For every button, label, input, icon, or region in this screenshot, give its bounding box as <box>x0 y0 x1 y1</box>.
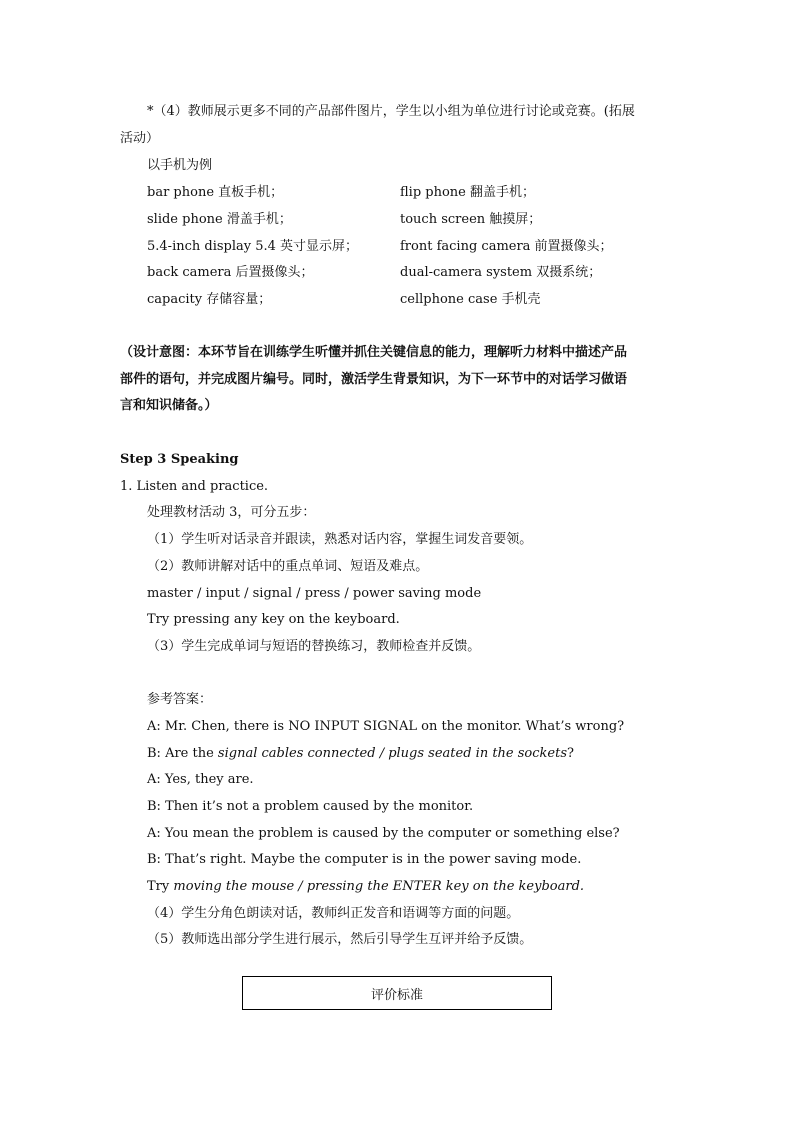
dialog-line: A: Mr. Chen, there is NO INPUT SIGNAL on the monitor. What’s wrong? <box>147 719 625 734</box>
step-5: （5）教师选出部分学生进行展示，然后引导学生互评并给予反馈。 <box>147 932 533 947</box>
dialog-line: A: Yes, they are. <box>147 772 254 787</box>
dialog-text: ? <box>567 746 574 761</box>
key-words: master / input / signal / press / power saving mode <box>147 586 482 601</box>
vocab-item: front facing camera 前置摄像头； <box>400 239 613 254</box>
list-item: 1. Listen and practice. <box>120 479 269 494</box>
dialog-line <box>147 745 574 763</box>
vocab-item: flip phone 翻盖手机； <box>400 185 536 200</box>
step-3: （3）学生完成单词与短语的替换练习，教师检查并反馈。 <box>147 639 481 654</box>
design-intent-line1: （设计意图：本环节旨在训练学生听懂并抓住关键信息的能力，理解听力材料中描述产品 <box>120 345 628 360</box>
step-intro: 处理教材活动 3，可分五步： <box>147 505 316 520</box>
vocab-item: slide phone 滑盖手机； <box>147 212 292 227</box>
activity4-line1: *（4）教师展示更多不同的产品部件图片，学生以小组为单位进行讨论或竞赛。(拓展 <box>147 104 635 119</box>
section-heading: Step 3 Speaking <box>120 452 239 467</box>
dialog-italic-text: moving the mouse / pressing the ENTER key on the keyboard. <box>173 879 585 894</box>
dialog-text: Try <box>147 879 174 894</box>
example-title: 以手机为例 <box>147 158 213 173</box>
vocab-item: back camera 后置摄像头； <box>147 265 314 280</box>
vocab-item: dual-camera system 双摄系统； <box>400 265 602 280</box>
evaluation-criteria-label: 评价标准 <box>370 987 423 1003</box>
step-2: （2）教师讲解对话中的重点单词、短语及难点。 <box>147 559 429 574</box>
dialog-text: B: Are the <box>147 746 218 761</box>
dialog-italic-text: signal cables connected / plugs seated in the sockets <box>217 746 567 761</box>
example-sentence: Try pressing any key on the keyboard. <box>147 612 400 627</box>
dialog-line: A: You mean the problem is caused by the computer or something else? <box>147 826 620 841</box>
evaluation-criteria-box <box>242 976 552 1010</box>
vocab-item: bar phone 直板手机； <box>147 185 284 200</box>
vocab-item: cellphone case 手机壳 <box>400 292 541 307</box>
vocab-item: 5.4-inch display 5.4 英寸显示屏； <box>147 239 359 254</box>
design-intent-line2: 部件的语句，并完成图片编号。同时，激活学生背景知识，为下一环节中的对话学习做语 <box>120 372 628 387</box>
activity4-line2: 活动） <box>120 131 160 146</box>
dialog-line <box>147 878 584 896</box>
vocab-item: touch screen 触摸屏； <box>400 212 542 227</box>
step-1: （1）学生听对话录音并跟读，熟悉对话内容，掌握生词发音要领。 <box>147 532 533 547</box>
dialog-line: B: That’s right. Maybe the computer is in the power saving mode. <box>147 852 582 867</box>
answer-title: 参考答案： <box>147 692 213 707</box>
design-intent-line3: 言和知识储备。） <box>120 398 218 413</box>
vocab-item: capacity 存储容量； <box>147 292 272 307</box>
step-4: （4）学生分角色朗读对话，教师纠正发音和语调等方面的问题。 <box>147 906 520 921</box>
dialog-line: B: Then it’s not a problem caused by the monitor. <box>147 799 474 814</box>
